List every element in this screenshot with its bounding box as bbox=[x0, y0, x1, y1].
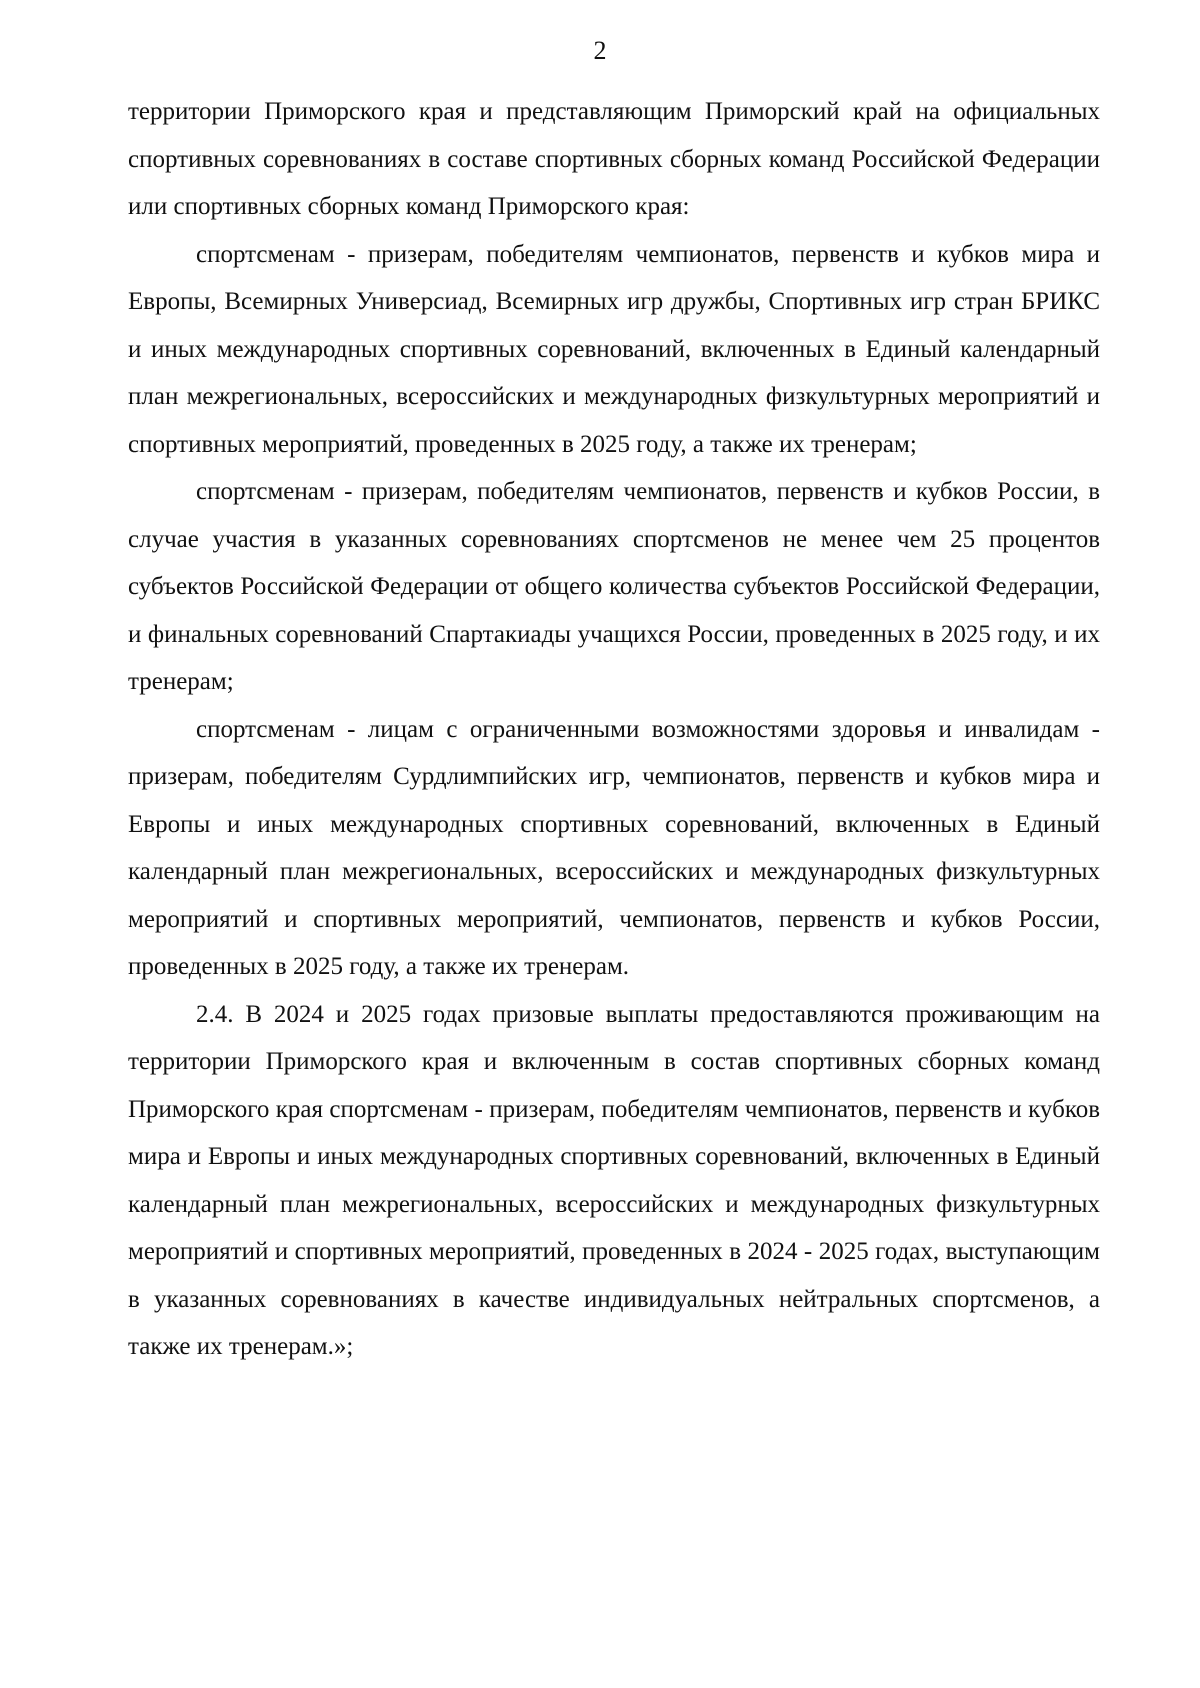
document-body bbox=[128, 88, 1100, 1371]
page-number: 2 bbox=[593, 36, 607, 65]
paragraph-continuation: территории Приморского края и представляющим Приморский край на официальных спортивных соревнованиях в составе спортивных сборных команд Российской Федерации или спортивных сборных команд Приморского края: bbox=[128, 98, 1100, 220]
paragraph-russian-championships: спортсменам - призерам, победителям чемпионатов, первенств и кубков России, в случае участия в указанных соревнованиях спортсменов не менее чем 25 процентов субъектов Российской Федерации от общего количества субъектов Российской Федерации, и финальных соревнований Спартакиады учащихся России, проведенных в 2025 году, и их тренерам; bbox=[128, 478, 1100, 695]
paragraph-international-athletes: спортсменам - призерам, победителям чемпионатов, первенств и кубков мира и Европы, Всемирных Универсиад, Всемирных игр дружбы, Спортивных игр стран БРИКС и иных международных спортивных соревнований, включенных в Единый календарный план межрегиональных, всероссийских и международных физкультурных мероприятий и спортивных мероприятий, проведенных в 2025 году, а также их тренерам; bbox=[128, 240, 1100, 458]
paragraph-clause-2-4: 2.4. В 2024 и 2025 годах призовые выплаты предоставляются проживающим на территории Приморского края и включенным в состав спортивных сборных команд Приморского края спортсменам - призерам, победителям чемпионатов, первенств и кубков мира и Европы и иных международных спортивных соревнований, включенных в Единый календарный план межрегиональных, всероссийских и международных физкультурных мероприятий и спортивных мероприятий, проведенных в 2024 - 2025 годах, выступающим в указанных соревнованиях в качестве индивидуальных нейтральных спортсменов, а также их тренерам.»; bbox=[128, 1000, 1100, 1360]
paragraph-disabled-athletes: спортсменам - лицам с ограниченными возможностями здоровья и инвалидам - призерам, победителям Сурдлимпийских игр, чемпионатов, первенств и кубков мира и Европы и иных международных спортивных соревнований, включенных в Единый календарный план межрегиональных, всероссийских и международных физкультурных мероприятий и спортивных мероприятий, чемпионатов, первенств и кубков России, проведенных в 2025 году, а также их тренерам. bbox=[128, 715, 1100, 980]
